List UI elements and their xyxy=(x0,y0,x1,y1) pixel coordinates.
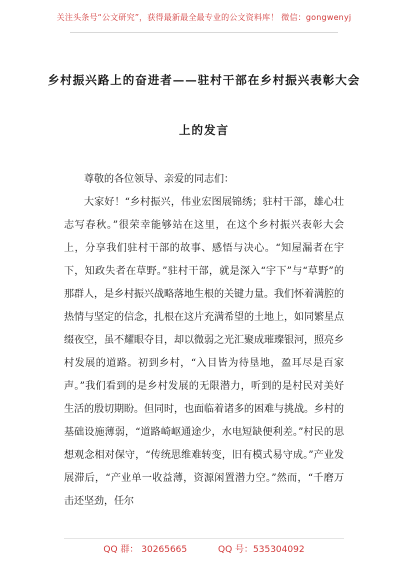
header-promo-note: 关注头条号“公文研究”，获得最新最全最专业的公文资料库！ 微信：gongwenyj xyxy=(56,13,352,22)
footer-qq-number: QQ 号：535304092 xyxy=(218,545,305,555)
document-title-line1: 乡村振兴路上的奋进者——驻村干部在乡村振兴表彰大会 xyxy=(47,73,361,87)
footer xyxy=(0,542,408,555)
body-paragraph: 大家好！“乡村振兴，伟业宏图展锦绣；驻村干部，雄心壮志写春秋。”很荣幸能够站在这里，在这个乡村振兴表彰大会上，分享我们驻村干部的故事、感悟与决心。“知屋漏者在宇下，知政失者在草野。”驻村干部，就是深入“宇下”与“草野”的那群人，是乡村振兴战略落地生根的关键力量。我们怀着满腔的热情与坚定的信念，扎根在这片充满希望的土地上，如同繁星点缀夜空，虽不耀眼夺目，却以微弱之光汇聚成璀璨银河，照亮乡村发展的道路。初到乡村，“入目皆为待垦地，盈耳尽是百家声。”我们看到的是乡村发展的无限潜力，听到的是村民对美好生活的殷切期盼。但同时，也面临着诸多的困难与挑战。乡村的基础设施薄弱，“道路崎岖通途少，水电短缺便利差。”村民的思想观念相对保守，“传统思维难转变，旧有模式易守成。”产业发展滞后，“产业单一收益薄，资源闲置潜力空。”然而，“千磨万击还坚劲，任尔 xyxy=(64,197,344,507)
header-divider xyxy=(70,32,338,33)
salutation: 尊敬的各位领导、亲爱的同志们： xyxy=(84,174,234,185)
footer-divider xyxy=(64,538,344,539)
footer-qq-group: QQ 群： 30265665 xyxy=(103,545,188,555)
document-title-line2: 上的发言 xyxy=(179,123,229,137)
document-body xyxy=(64,168,344,513)
